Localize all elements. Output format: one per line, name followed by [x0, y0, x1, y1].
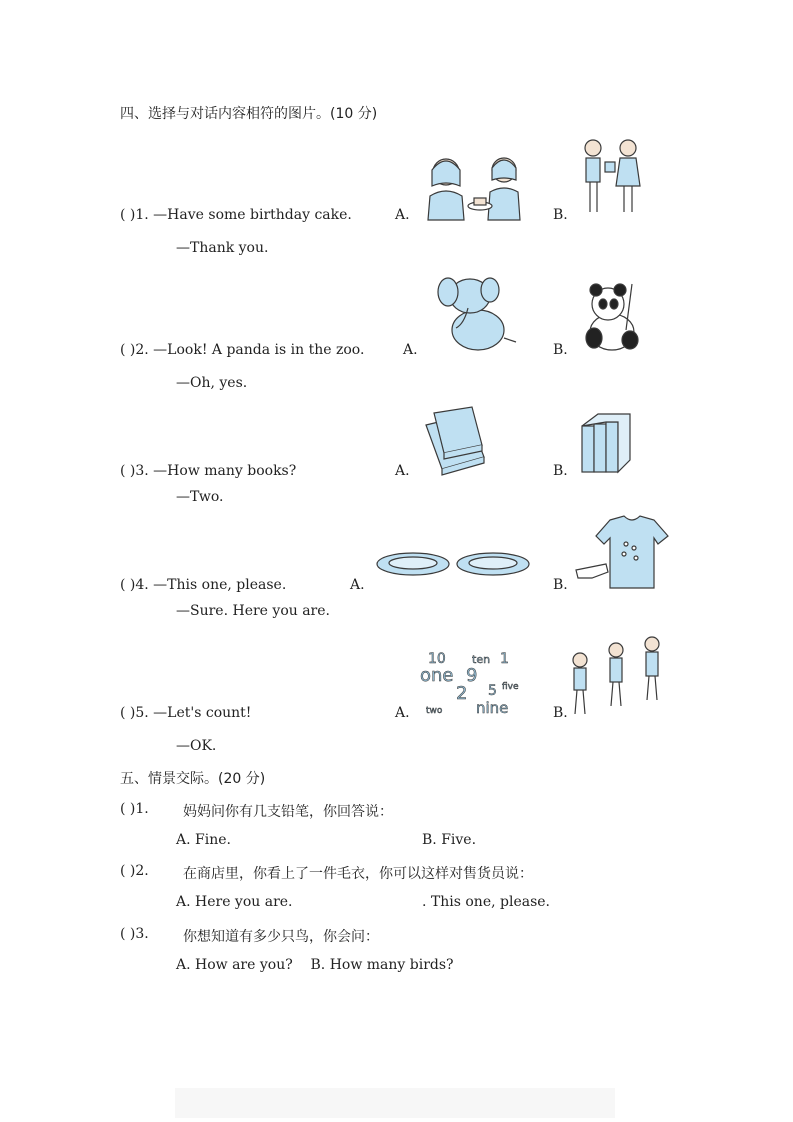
two-plates-picture [375, 548, 533, 586]
scenario-3-number: ( )3. [120, 926, 149, 942]
scenario-1-option-a: A. Fine. [176, 832, 231, 848]
option-a-label: A. [395, 705, 410, 721]
question-3-reply: —Two. [176, 489, 224, 505]
number-word: 9 [466, 665, 478, 686]
number-word: one [420, 665, 454, 686]
number-word: ten [472, 653, 491, 666]
question-3: ( )3. —How many books? [120, 463, 297, 479]
number-word: 1 [500, 651, 509, 667]
scenario-3-prompt: 你想知道有多少只鸟，你会问： [183, 929, 379, 945]
option-b-label: B. [553, 577, 568, 593]
scenario-1-prompt: 妈妈问你有几支铅笔，你回答说： [183, 804, 393, 820]
option-b-label: B. [553, 463, 568, 479]
question-1: ( )1. —Have some birthday cake. [120, 207, 352, 223]
pointing-tshirt-picture [574, 514, 670, 592]
scenario-2-option-a: A. Here you are. [176, 894, 293, 910]
option-a-label: A. [395, 207, 410, 223]
option-b-label: B. [553, 207, 568, 223]
scenario-2-option-b: . This one, please. [422, 894, 550, 910]
elephant-picture [428, 272, 520, 356]
gift-giving-children-picture [578, 134, 644, 218]
scenario-1-number: ( )1. [120, 801, 149, 817]
scenario-2-prompt: 在商店里，你看上了一件毛衣，你可以这样对售货员说： [183, 866, 533, 882]
question-5-reply: —OK. [176, 738, 217, 754]
question-4-reply: —Sure. Here you are. [176, 603, 330, 619]
two-books-picture [420, 405, 492, 481]
question-4: ( )4. —This one, please. [120, 577, 287, 593]
kids-covering-ears-picture [566, 634, 670, 718]
question-2: ( )2. —Look! A panda is in the zoo. [120, 342, 365, 358]
question-1-reply: —Thank you. [176, 240, 269, 256]
panda-picture [576, 280, 646, 354]
section-5-title: 五、情景交际。(20 分) [120, 771, 266, 787]
section-4-title: 四、选择与对话内容相符的图片。(10 分) [120, 106, 378, 122]
number-word: two [426, 706, 443, 716]
option-a-label: A. [395, 463, 410, 479]
scenario-1-option-b: B. Five. [422, 832, 477, 848]
number-word: five [502, 682, 519, 692]
number-word: 2 [456, 683, 468, 704]
scenario-3-options: A. How are you? B. How many birds? [176, 957, 454, 973]
option-b-label: B. [553, 342, 568, 358]
option-a-label: A. [403, 342, 418, 358]
option-b-label: B. [553, 705, 568, 721]
scenario-2-number: ( )2. [120, 863, 149, 879]
number-word: 5 [488, 683, 497, 699]
number-word: 10 [428, 651, 446, 667]
number-words-picture [418, 645, 522, 717]
footer-band [175, 1088, 615, 1118]
three-books-picture [578, 410, 632, 476]
number-word: nine [476, 699, 509, 717]
birthday-cake-girls-picture [418, 150, 530, 222]
option-a-label: A. [350, 577, 365, 593]
question-2-reply: —Oh, yes. [176, 375, 248, 391]
question-5: ( )5. —Let's count! [120, 705, 252, 721]
